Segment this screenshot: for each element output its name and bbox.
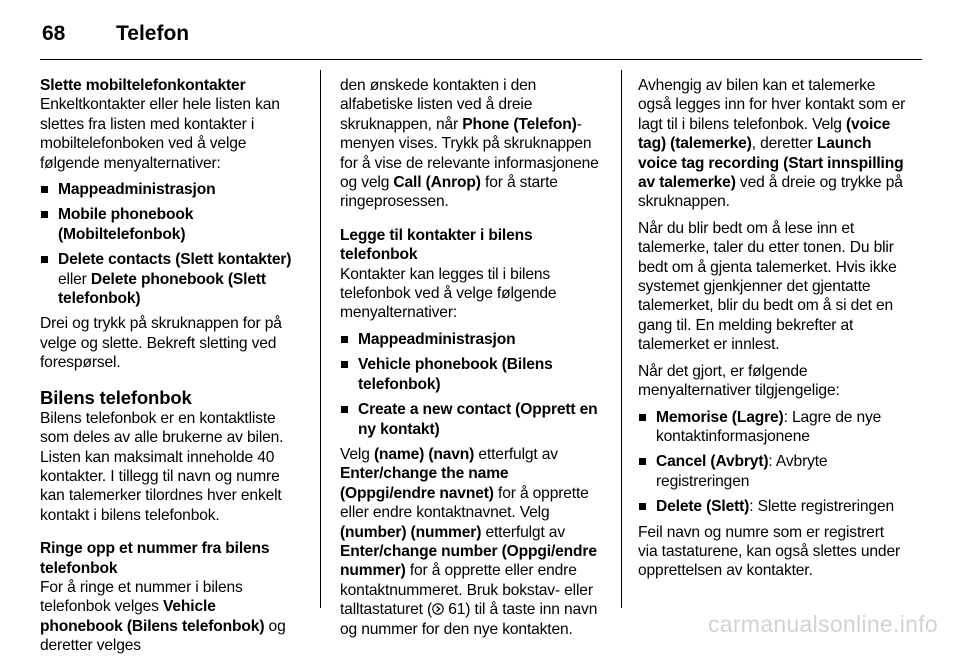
watermark: carmanualsonline.info (707, 611, 938, 637)
list-item (638, 497, 906, 516)
column-1 (40, 76, 302, 663)
menu-option: (voice tag) (talemerke) (638, 115, 891, 153)
section-heading: Bilens telefonbok (40, 386, 192, 408)
text: Velg (340, 445, 374, 463)
list-item: Mappeadministrasjon (340, 330, 604, 349)
menu-option: Delete (Slett) (656, 498, 750, 516)
menu-option: Phone (Telefon) (462, 115, 577, 133)
text: : Slette registreringen (749, 498, 894, 516)
menu-option: Call (Anrop) (393, 174, 481, 192)
paragraph: Enkeltkontakter eller hele listen kan slettes fra listen med kontakter i mobiltelefonboken ved å velge følgende menyalternativer: (40, 96, 280, 172)
menu-option: Cancel (Avbryt) (656, 453, 769, 471)
text: For å ringe et nummer i bilens telefonbok velges (40, 578, 243, 616)
paragraph: Når du blir bedt om å lese inn et talemerke, taler du etter tonen. Du blir bedt om å gjenta talemerket. Hvis ikke systemet gjenkjenner det gjentatte talemerket, blir du bedt om å si det en gang til. En melding bekrefter at talemerket er innlest. (638, 219, 897, 354)
menu-option: Memorise (Lagre) (656, 408, 784, 426)
text: eller (58, 270, 91, 288)
list-item (40, 250, 302, 308)
list-item: Mobile phonebook (Mobiltelefonbok) (40, 205, 302, 244)
subheading: Legge til kontakter i bilens telefonbok (340, 226, 533, 264)
text: : Lagre de nye kontaktinformasjonene (656, 408, 882, 445)
paragraph: Drei og trykk på skruknappen for på velge og slette. Bekreft sletting ved forespørsel. (40, 315, 282, 372)
menu-option: Delete phonebook (Slett telefonbok) (58, 270, 266, 308)
list-item: Mappeadministrasjon (40, 180, 302, 199)
list-item (638, 452, 906, 491)
menu-option: Delete contacts (Slett kontakter) (58, 251, 292, 269)
menu-option: Launch voice tag recording (Start innspilling av talemerke) (638, 135, 904, 192)
text: og deretter velges (40, 617, 286, 655)
column-3 (638, 76, 906, 588)
menu-option: Enter/change number (Oppgi/endre nummer) (340, 542, 597, 580)
menu-list (638, 408, 906, 517)
page-header (42, 14, 189, 54)
list-item: Create a new contact (Opprett en ny kontakt) (340, 400, 604, 439)
menu-list (40, 180, 302, 308)
page-reference-icon (432, 603, 444, 615)
text: for å starte ringeprosessen. (340, 174, 558, 211)
page-title: Telefon (116, 22, 190, 45)
paragraph (638, 76, 906, 212)
column-divider (320, 70, 321, 608)
menu-option: (name) (navn) (373, 445, 475, 463)
text: etterfulgt av (474, 445, 558, 463)
column-2 (340, 76, 604, 646)
text: -menyen vises. Trykk på skruknappen for å vise de relevante informasjonene og velg (340, 115, 599, 192)
subheading: Slette mobiltelefonkontakter (40, 77, 246, 94)
paragraph: Kontakter kan legges til i bilens telefonbok ved å velge følgende menyalternativer: (340, 265, 557, 322)
paragraph: Når det gjort, er følgende menyalternativer tilgjengelige: (638, 362, 840, 400)
header-rule (40, 59, 922, 60)
text: ved å dreie og trykke på skruknappen. (638, 174, 903, 211)
menu-option: Enter/change the name (Oppgi/endre navnet) (340, 465, 509, 502)
column-divider (621, 70, 622, 608)
menu-option: Vehicle phonebook (Bilens telefonbok) (40, 598, 265, 635)
text: etterfulgt av (481, 523, 565, 541)
menu-option: (number) (nummer) (340, 523, 482, 541)
text: for å opprette eller endre kontaktnummeret. Bruk bokstav- eller talltastaturet ( (340, 562, 593, 619)
text: den ønskede kontakten i den alfabetiske listen ved å dreie skruknappen, når (340, 77, 537, 133)
subheading: Ringe opp et nummer fra bilens telefonbok (40, 540, 270, 577)
paragraph: Feil navn og numre som er registrert via tastaturene, kan også slettes under opprettelsen av kontakter. (638, 523, 901, 580)
list-item: Vehicle phonebook (Bilens telefonbok) (340, 355, 604, 394)
text: : Avbryte registreringen (656, 453, 828, 490)
text: Avhengig av bilen kan et talemerke også legges inn for hver kontakt som er lagt til i bilens telefonbok. Velg (638, 77, 906, 133)
menu-list (340, 330, 604, 439)
paragraph: Bilens telefonbok er en kontaktliste som deles av alle brukerne av bilen. Listen kan maksimalt inneholde 40 kontakter. I tillegg til navn og numre kan talemerker tilordnes hver enkelt kontakt i bilens telefonbok. (40, 409, 284, 524)
text: 61) til å taste inn navn og nummer for den nye kontakten. (340, 601, 598, 638)
text: for å opprette eller endre kontaktnavnet. Velg (340, 484, 589, 522)
page-number: 68 (42, 22, 66, 45)
text: , deretter (751, 135, 817, 153)
paragraph (40, 578, 302, 656)
paragraph (340, 76, 604, 212)
list-item (638, 408, 906, 447)
paragraph (340, 445, 604, 639)
